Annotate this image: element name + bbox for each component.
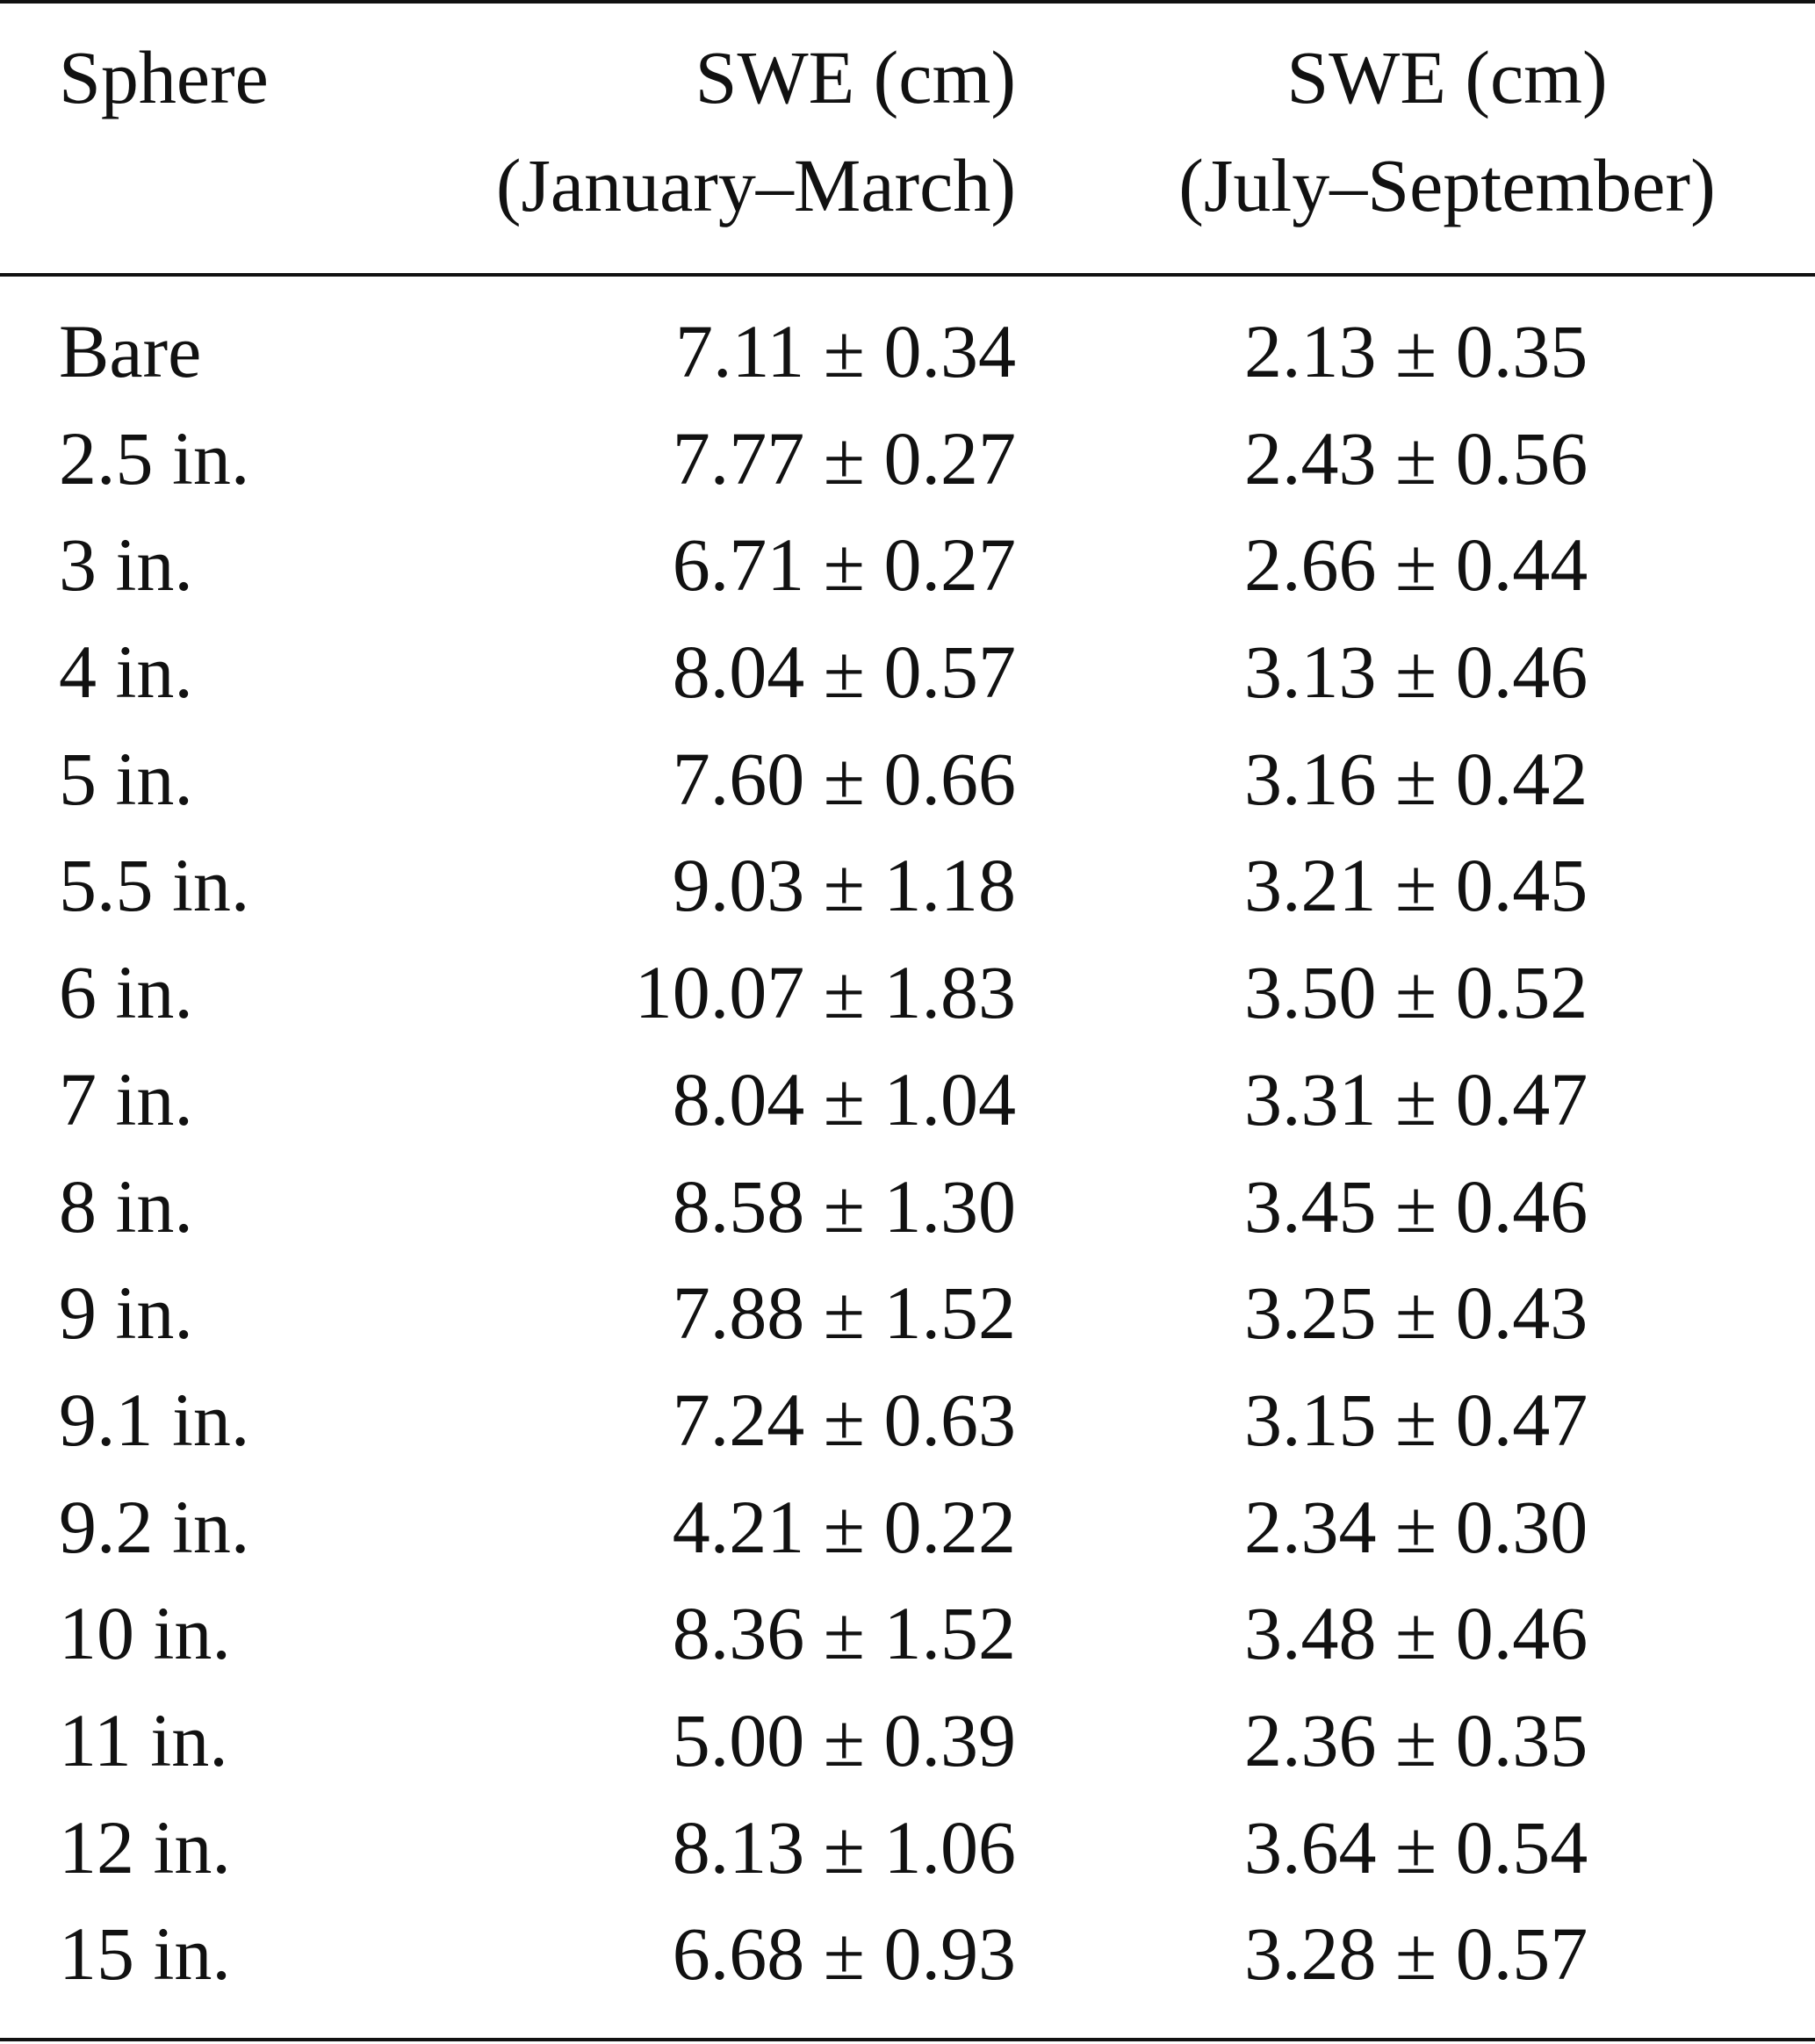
header-jul-sep-line1: SWE (cm) — [1286, 35, 1608, 119]
cell-swe-jan-mar: 7.11 ± 0.34 — [674, 309, 1016, 393]
table-row — [0, 1485, 1815, 1592]
cell-swe-jul-sep: 3.50 ± 0.52 — [1244, 950, 1588, 1035]
cell-swe-jan-mar: 8.13 ± 1.06 — [672, 1804, 1016, 1889]
cell-swe-jan-mar: 8.58 ± 1.30 — [672, 1163, 1016, 1249]
table-row — [0, 630, 1815, 737]
cell-sphere: Bare — [59, 309, 202, 393]
cell-sphere: 2.5 in. — [59, 415, 250, 500]
table-row — [0, 1591, 1815, 1698]
cell-swe-jul-sep: 2.66 ± 0.44 — [1244, 522, 1588, 608]
table-row — [0, 1698, 1815, 1805]
cell-swe-jul-sep: 2.13 ± 0.35 — [1244, 309, 1588, 393]
cell-sphere: 10 in. — [59, 1591, 231, 1676]
cell-sphere: 3 in. — [59, 522, 193, 608]
header-sphere: Sphere — [59, 35, 269, 119]
cell-swe-jan-mar: 7.88 ± 1.52 — [672, 1270, 1016, 1356]
cell-swe-jan-mar: 5.00 ± 0.39 — [672, 1697, 1016, 1782]
cell-sphere: 5.5 in. — [59, 843, 250, 928]
cell-swe-jul-sep: 3.31 ± 0.47 — [1244, 1056, 1588, 1141]
cell-swe-jul-sep: 3.15 ± 0.47 — [1244, 1377, 1588, 1462]
cell-sphere: 9.2 in. — [59, 1484, 250, 1569]
cell-swe-jul-sep: 2.43 ± 0.56 — [1244, 415, 1588, 500]
cell-swe-jan-mar: 10.07 ± 1.83 — [634, 950, 1016, 1035]
header-jul-sep-line2: (July–September) — [1178, 143, 1716, 227]
cell-sphere: 8 in. — [59, 1163, 193, 1249]
table-row — [0, 522, 1815, 630]
table-top-rule — [0, 0, 1815, 4]
cell-sphere: 7 in. — [59, 1056, 193, 1141]
table-body — [0, 309, 1815, 2019]
table-row — [0, 416, 1815, 523]
table-row — [0, 309, 1815, 416]
cell-swe-jul-sep: 2.34 ± 0.30 — [1244, 1484, 1588, 1569]
cell-swe-jul-sep: 3.13 ± 0.46 — [1244, 630, 1588, 715]
cell-swe-jul-sep: 3.28 ± 0.57 — [1244, 1911, 1588, 1997]
cell-swe-jan-mar: 4.21 ± 0.22 — [672, 1484, 1016, 1569]
header-jan-mar-line1: SWE (cm) — [695, 35, 1016, 119]
cell-swe-jan-mar: 9.03 ± 1.18 — [672, 843, 1016, 928]
table-bottom-rule — [0, 2038, 1815, 2041]
cell-swe-jul-sep: 3.21 ± 0.45 — [1244, 843, 1588, 928]
cell-swe-jul-sep: 3.48 ± 0.46 — [1244, 1591, 1588, 1676]
cell-swe-jan-mar: 8.04 ± 1.04 — [672, 1056, 1016, 1141]
cell-sphere: 15 in. — [59, 1911, 231, 1997]
cell-swe-jan-mar: 8.36 ± 1.52 — [672, 1591, 1016, 1676]
table-row — [0, 1805, 1815, 1912]
table-row — [0, 1164, 1815, 1271]
cell-sphere: 9.1 in. — [59, 1377, 250, 1462]
cell-swe-jan-mar: 6.71 ± 0.27 — [672, 522, 1016, 608]
cell-sphere: 11 in. — [59, 1697, 228, 1782]
cell-swe-jan-mar: 7.24 ± 0.63 — [672, 1377, 1016, 1462]
cell-swe-jul-sep: 3.64 ± 0.54 — [1244, 1804, 1588, 1889]
cell-swe-jul-sep: 2.36 ± 0.35 — [1244, 1697, 1588, 1782]
cell-swe-jan-mar: 7.60 ± 0.66 — [672, 736, 1016, 821]
cell-sphere: 4 in. — [59, 630, 193, 715]
table-header-rule — [0, 273, 1815, 277]
cell-sphere: 9 in. — [59, 1270, 193, 1356]
cell-swe-jul-sep: 3.25 ± 0.43 — [1244, 1270, 1588, 1356]
cell-swe-jul-sep: 3.45 ± 0.46 — [1244, 1163, 1588, 1249]
cell-swe-jan-mar: 7.77 ± 0.27 — [672, 415, 1016, 500]
table-row — [0, 1378, 1815, 1485]
cell-sphere: 5 in. — [59, 736, 193, 821]
table-row — [0, 1270, 1815, 1378]
cell-sphere: 6 in. — [59, 950, 193, 1035]
cell-swe-jul-sep: 3.16 ± 0.42 — [1244, 736, 1588, 821]
cell-swe-jan-mar: 8.04 ± 0.57 — [672, 630, 1016, 715]
table-row — [0, 1057, 1815, 1164]
table-row — [0, 950, 1815, 1057]
table-row — [0, 737, 1815, 844]
header-jan-mar-line2: (January–March) — [495, 143, 1016, 227]
table-row — [0, 843, 1815, 950]
table-row — [0, 1911, 1815, 2019]
cell-sphere: 12 in. — [59, 1804, 231, 1889]
cell-swe-jan-mar: 6.68 ± 0.93 — [672, 1911, 1016, 1997]
